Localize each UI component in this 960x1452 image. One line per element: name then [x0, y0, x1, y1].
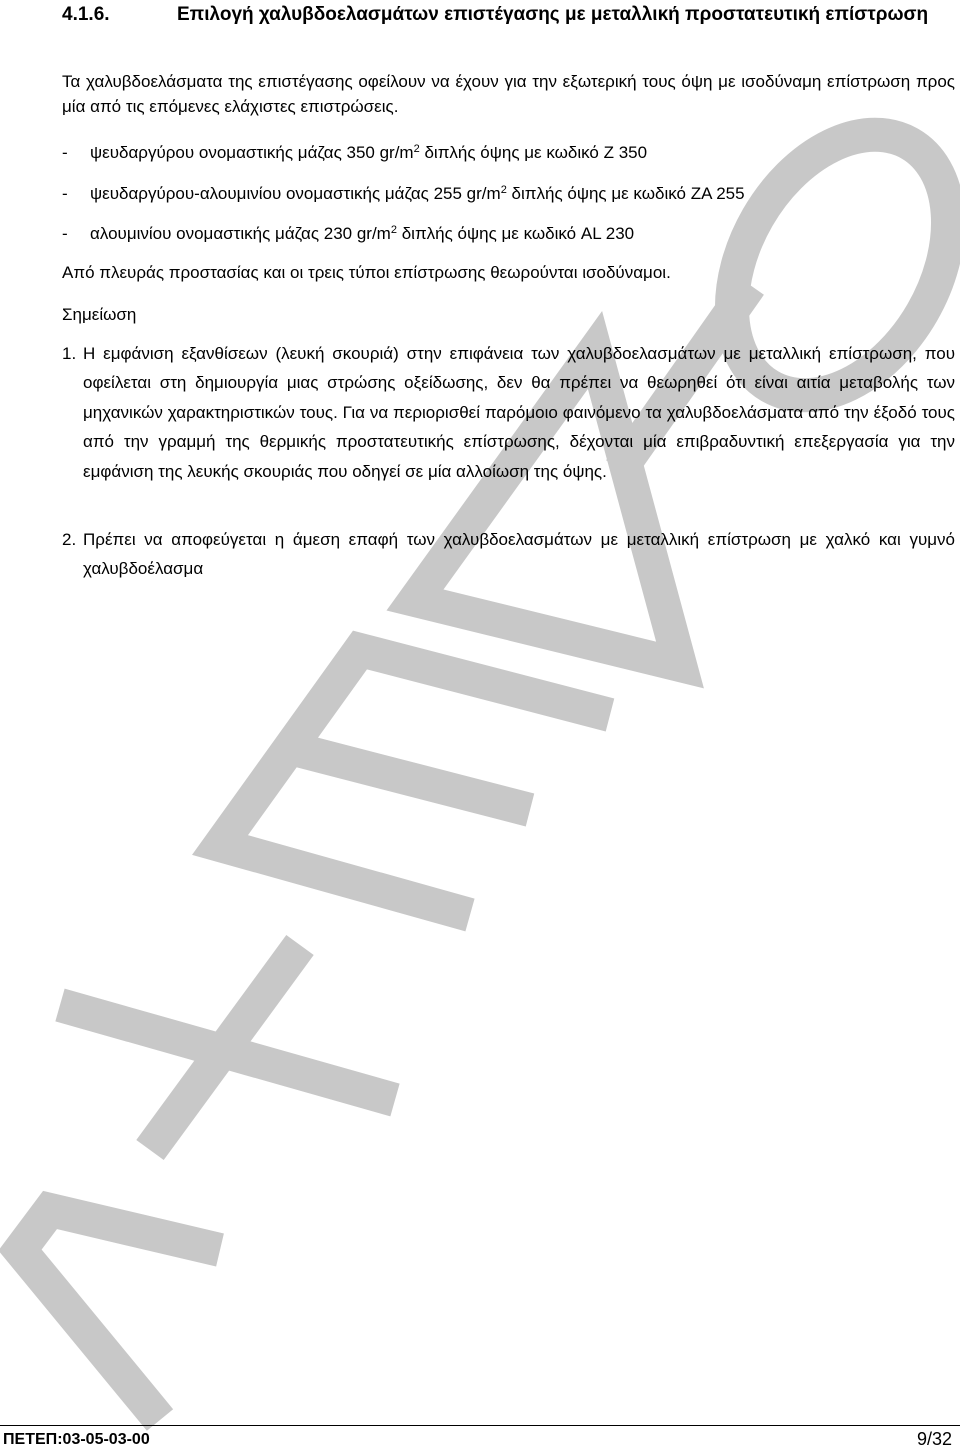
- bullet-text-main: αλουμινίου ονομαστικής μάζας 230 gr/m: [90, 224, 391, 243]
- bullet-superscript: 2: [413, 143, 420, 155]
- note-text: Η εμφάνιση εξανθίσεων (λευκή σκουριά) στην επιφάνεια των χαλυβδοελασμάτων με μεταλλική επίστρωση, που οφείλεται στη δημιουργία μιας στρώσης οξείδωσης, δεν θα πρέπει να θεωρηθεί ότι είναι αιτία μεταβολής των μηχανικών χαρακτηριστικών τους. Για να περιορισθεί παρόμοιο φαινόμενο τα χαλυβδοελάσματα από την έξοδό τους από την γραμμή της θερμικής προστατευτικής επίστρωσης, δέχονται μία επιβραδυντική επεξεργασία για την εμφάνιση της λευκής σκουριάς που οδηγεί σε μία αλλοίωση της όψης.: [83, 344, 955, 481]
- bullet-text-main: ψευδαργύρου ονομαστικής μάζας 350 gr/m: [90, 143, 414, 162]
- watermark-letter-chi: [60, 945, 395, 1150]
- bullet-superscript: 2: [500, 184, 507, 196]
- intro-paragraph: Τα χαλυβδοελάσματα της επιστέγασης οφείλουν να έχουν για την εξωτερική τους όψη με ισοδύναμη επίστρωση προς μία από τις επόμενες ελάχιστες επιστρώσεις.: [62, 72, 955, 116]
- section-title: Επιλογή χαλυβδοελασμάτων επιστέγασης με μεταλλική προστατευτική επίστρωση: [177, 4, 929, 25]
- document-code: ΠΕΤΕΠ:03-05-03-00: [3, 1431, 150, 1448]
- bullet-text: [90, 182, 745, 206]
- page-number: 9/32: [916, 1429, 952, 1449]
- watermark-letter-sigma: [20, 1210, 220, 1420]
- bullet-text: [90, 141, 647, 165]
- bullet-superscript: 2: [390, 224, 397, 236]
- note-number: 1.: [62, 344, 77, 363]
- note-text: Πρέπει να αποφεύγεται η άμεση επαφή των χαλυβδοελασμάτων με μεταλλική επίστρωση με χαλκό και γυμνό χαλυβδοέλασμα: [83, 530, 955, 579]
- bullet-text-rest: διπλής όψης με κωδικό AL 230: [396, 224, 635, 243]
- watermark-letter-epsilon: [220, 650, 610, 915]
- equivalence-statement: Από πλευράς προστασίας και οι τρεις τύποι επίστρωσης θεωρούνται ισοδύναμοι.: [62, 263, 671, 282]
- note-heading: Σημείωση: [62, 305, 137, 324]
- bullet-dash: -: [62, 184, 68, 203]
- bullet-text-rest: διπλής όψης με κωδικό Z 350: [419, 143, 648, 162]
- section-number: 4.1.6.: [62, 4, 110, 25]
- note-number: 2.: [62, 530, 77, 549]
- bullet-dash: -: [62, 224, 68, 243]
- bullet-text-rest: διπλής όψης με κωδικό ZA 255: [506, 184, 745, 203]
- bullet-dash: -: [62, 143, 68, 162]
- bullet-text-main: ψευδαργύρου-αλουμινίου ονομαστικής μάζας 255 gr/m: [90, 184, 501, 203]
- bullet-text: [90, 222, 634, 246]
- footer-divider: [0, 1425, 960, 1426]
